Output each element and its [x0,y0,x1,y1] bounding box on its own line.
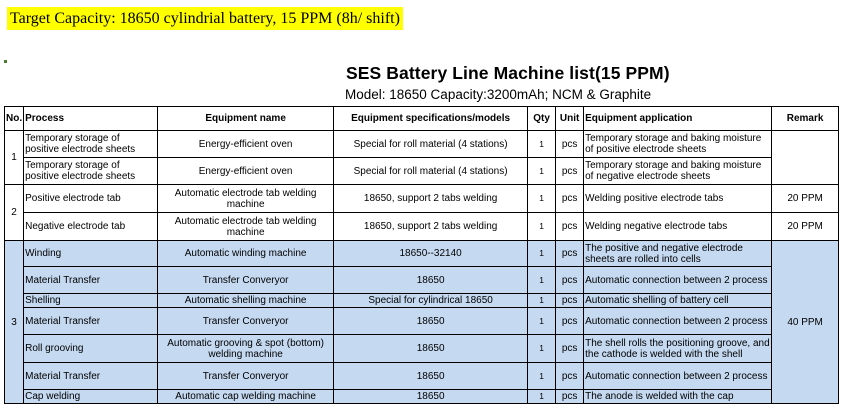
table-row [5,363,839,390]
header-specs: Equipment specifications/models [334,107,528,131]
table-row [5,390,839,404]
equipment-cell: Transfer Converyor [158,363,334,390]
application-cell: Welding positive electrode tabs [584,185,772,213]
qty-cell: 1 [528,335,556,363]
unit-cell: pcs [556,267,584,294]
qty-cell: 1 [528,158,556,185]
table-row [5,213,839,241]
specs-cell: 18650 [334,335,528,363]
table-row [5,335,839,363]
specs-cell: 18650 [334,390,528,404]
cell-marker [4,60,7,63]
process-cell: Material Transfer [24,363,158,390]
qty-cell: 1 [528,363,556,390]
specs-cell: 18650--32140 [334,241,528,267]
application-cell: Temporary storage and baking moisture of positive electrode sheets [584,131,772,158]
application-cell: The positive and negative electrode sheets are rolled into cells [584,241,772,267]
specs-cell: 18650 [334,267,528,294]
header-application: Equipment application [584,107,772,131]
unit-cell: pcs [556,241,584,267]
unit-cell: pcs [556,308,584,335]
process-cell: Temporary storage of positive electrode sheets [24,158,158,185]
header-process: Process [24,107,158,131]
unit-cell: pcs [556,158,584,185]
application-cell: Automatic connection between 2 process [584,267,772,294]
remark-cell [772,131,839,185]
unit-cell: pcs [556,294,584,308]
unit-cell: pcs [556,335,584,363]
process-cell: Material Transfer [24,308,158,335]
specs-cell: 18650, support 2 tabs welding [334,185,528,213]
equipment-cell: Energy-efficient oven [158,131,334,158]
table-row [5,131,839,158]
page-subtitle: Model: 18650 Capacity:3200mAh; NCM & Graphite [345,87,652,102]
equipment-cell: Automatic electrode tab welding machine [158,213,334,241]
process-cell: Cap welding [24,390,158,404]
qty-cell: 1 [528,294,556,308]
table-row [5,185,839,213]
qty-cell: 1 [528,131,556,158]
group-number: 1 [5,131,24,185]
equipment-cell: Automatic winding machine [158,241,334,267]
remark-cell: 20 PPM [772,213,839,241]
unit-cell: pcs [556,363,584,390]
specs-cell: Special for roll material (4 stations) [334,158,528,185]
application-cell: The anode is welded with the cap [584,390,772,404]
table-row [5,308,839,335]
specs-cell: 18650 [334,363,528,390]
unit-cell: pcs [556,185,584,213]
header-equipment: Equipment name [158,107,334,131]
process-cell: Negative electrode tab [24,213,158,241]
specs-cell: 18650, support 2 tabs welding [334,213,528,241]
unit-cell: pcs [556,213,584,241]
qty-cell: 1 [528,308,556,335]
equipment-cell: Automatic cap welding machine [158,390,334,404]
table-row [5,267,839,294]
qty-cell: 1 [528,390,556,404]
qty-cell: 1 [528,185,556,213]
header-qty: Qty [528,107,556,131]
specs-cell: Special for roll material (4 stations) [334,131,528,158]
unit-cell: pcs [556,390,584,404]
process-cell: Roll grooving [24,335,158,363]
specs-cell: 18650 [334,308,528,335]
specs-cell: Special for cylindrical 18650 [334,294,528,308]
process-cell: Material Transfer [24,267,158,294]
application-cell: Temporary storage and baking moisture of negative electrode sheets [584,158,772,185]
application-cell: Welding negative electrode tabs [584,213,772,241]
header-remark: Remark [772,107,839,131]
page-title: SES Battery Line Machine list(15 PPM) [346,63,670,83]
process-cell: Positive electrode tab [24,185,158,213]
remark-cell: 40 PPM [772,241,839,404]
equipment-cell: Transfer Converyor [158,308,334,335]
target-capacity-banner: Target Capacity: 18650 cylindrial battery, 15 PPM (8h/ shift) [7,7,403,30]
process-cell: Shelling [24,294,158,308]
equipment-cell: Energy-efficient oven [158,158,334,185]
application-cell: Automatic shelling of battery cell [584,294,772,308]
remark-cell: 20 PPM [772,185,839,213]
table-row [5,294,839,308]
qty-cell: 1 [528,241,556,267]
table-row [5,241,839,267]
equipment-cell: Automatic shelling machine [158,294,334,308]
qty-cell: 1 [528,267,556,294]
application-cell: Automatic connection between 2 process [584,308,772,335]
group-number: 3 [5,241,24,404]
header-unit: Unit [556,107,584,131]
machine-list-table [4,106,839,404]
equipment-cell: Transfer Converyor [158,267,334,294]
table-header-row [5,107,839,131]
application-cell: The shell rolls the positioning groove, and the cathode is welded with the shell [584,335,772,363]
application-cell: Automatic connection between 2 process [584,363,772,390]
process-cell: Winding [24,241,158,267]
table-row [5,158,839,185]
process-cell: Temporary storage of positive electrode sheets [24,131,158,158]
group-number: 2 [5,185,24,241]
header-no: No. [5,107,24,131]
equipment-cell: Automatic electrode tab welding machine [158,185,334,213]
equipment-cell: Automatic grooving & spot (bottom) welding machine [158,335,334,363]
qty-cell: 1 [528,213,556,241]
unit-cell: pcs [556,131,584,158]
